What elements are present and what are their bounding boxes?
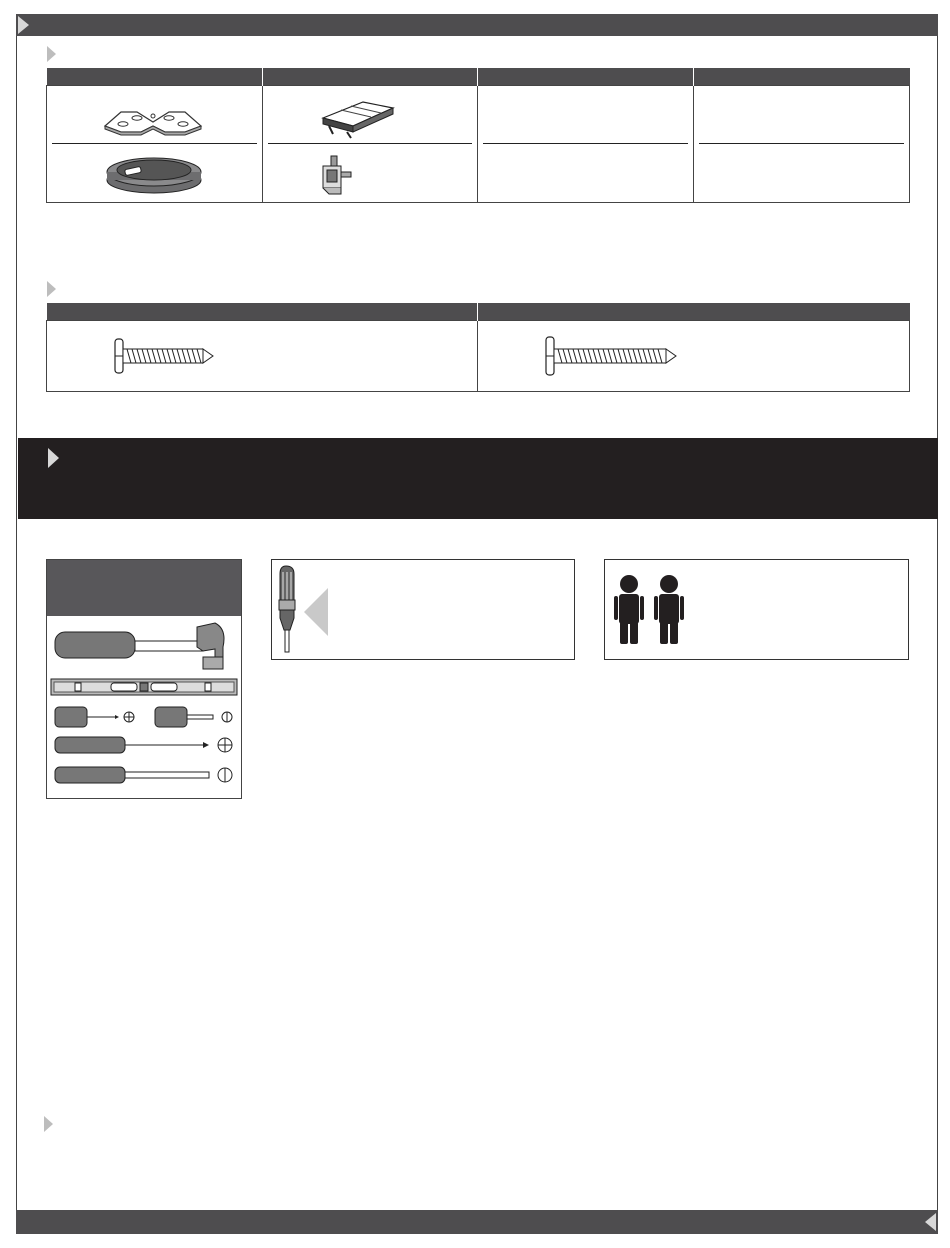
part-slot <box>47 144 262 202</box>
header-bar <box>16 14 938 36</box>
footer-arrow-icon <box>925 1213 936 1231</box>
two-person-box <box>604 559 909 660</box>
tools-illustration <box>47 617 241 797</box>
part-slot <box>694 144 909 202</box>
power-screwdriver-no-icon <box>272 560 352 659</box>
header-arrow-icon <box>18 16 29 34</box>
two-people-icon <box>605 560 695 659</box>
stubby-flat-screwdriver-icon <box>155 707 232 727</box>
footer-bar <box>16 1210 938 1234</box>
hardware-section-arrow-icon <box>47 281 56 297</box>
phillips-screwdriver-icon <box>55 737 232 753</box>
part-slot <box>478 144 693 202</box>
parts-cell <box>694 86 910 203</box>
parts-table-row <box>47 86 910 203</box>
stubby-phillips-screwdriver-icon <box>55 707 134 727</box>
parts-cell <box>47 86 263 203</box>
long-screw-icon <box>478 321 908 391</box>
part-slot <box>47 86 262 144</box>
parts-section-arrow-icon <box>47 46 56 62</box>
parts-cell <box>263 86 478 203</box>
cam-lock-icon <box>263 144 477 202</box>
short-screw-icon <box>47 321 476 391</box>
parts-table-header <box>47 68 910 86</box>
tools-panel <box>46 559 242 799</box>
grommet-icon <box>47 144 261 202</box>
part-slot <box>263 144 477 202</box>
part-slot <box>694 86 909 144</box>
part-slot <box>263 86 477 144</box>
power-tool-warning-box <box>271 559 575 660</box>
band-arrow-icon <box>48 448 59 468</box>
part-slot <box>478 86 693 144</box>
parts-cell <box>478 86 694 203</box>
lower-section-arrow-icon <box>44 1116 53 1132</box>
hardware-cell <box>478 321 910 392</box>
parts-table <box>46 68 910 203</box>
level-icon <box>51 679 237 695</box>
hardware-table <box>46 303 910 392</box>
hardware-table-row <box>47 321 910 392</box>
flat-screwdriver-icon <box>55 767 232 783</box>
hardware-cell <box>47 321 478 392</box>
hammer-icon <box>55 623 224 669</box>
panel-clip-icon <box>263 86 477 144</box>
corner-bracket-icon <box>47 86 261 144</box>
tools-panel-header <box>47 560 241 616</box>
hardware-table-header <box>47 303 910 321</box>
section-band <box>18 438 938 519</box>
